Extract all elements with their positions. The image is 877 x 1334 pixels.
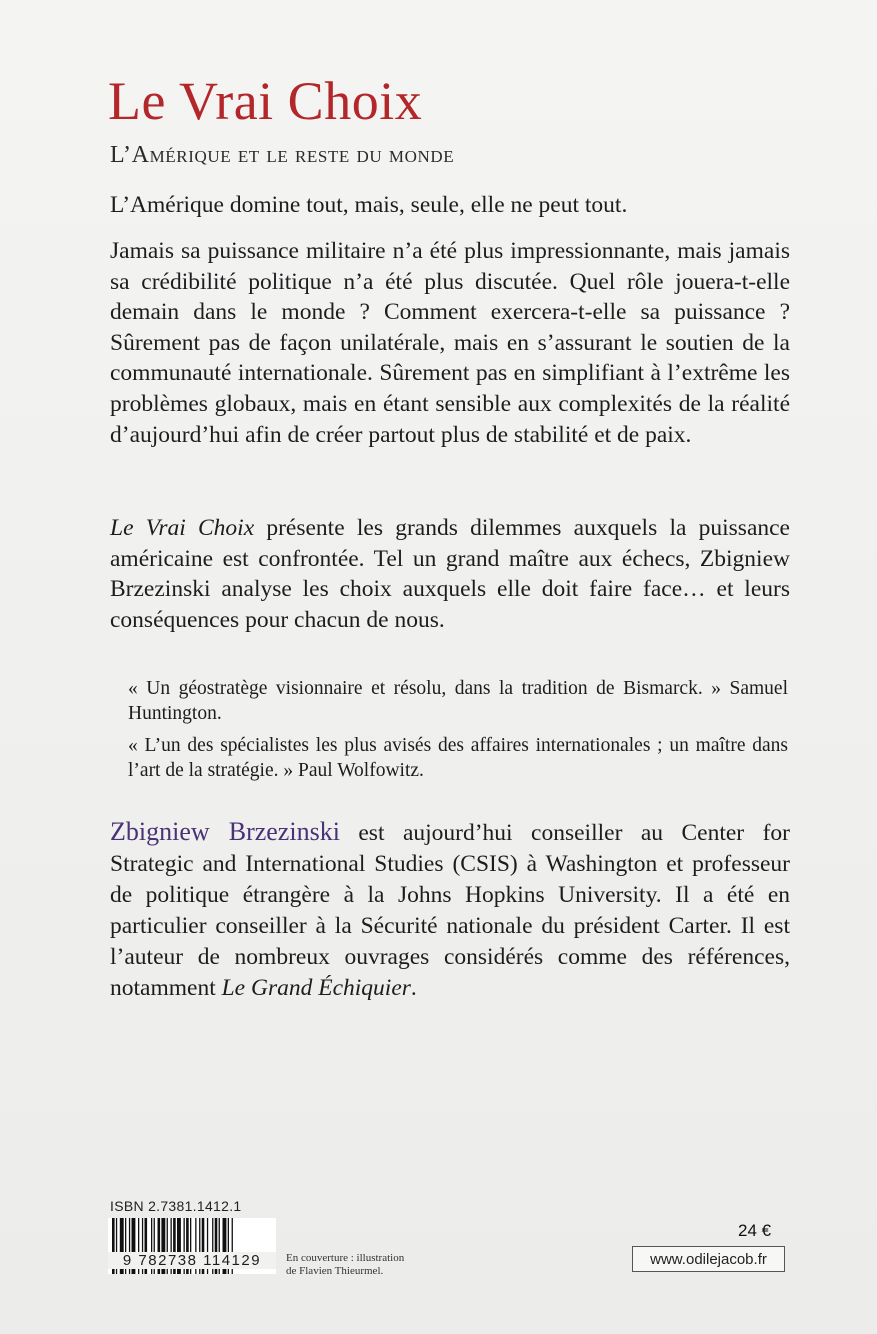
author-bio-end: . <box>410 975 417 1001</box>
blurb-paragraph-2 <box>110 513 790 635</box>
isbn-label: ISBN 2.7381.1412.1 <box>110 1198 242 1214</box>
price: 24 € <box>738 1221 772 1240</box>
cover-credit <box>286 1252 404 1278</box>
quote-huntington: « Un géostratège visionnaire et résolu, dans la tradition de Bismarck. » Samuel Huntington. <box>128 678 788 724</box>
blurb-paragraph-1: Jamais sa puissance militaire n’a été plus impressionnante, mais jamais sa crédibilité politique n’a été plus discutée. Quel rôle jouera-t-elle demain dans le monde ? Comment exercera-t-elle sa puissance ? Sûrement pas de façon unilatérale, mais en s’assurant le soutien de la communauté internationale. Sûrement pas en simplifiant à l’extrême les problèmes globaux, mais en étant sensible aux complexités de la réalité d’aujourd’hui afin de créer partout plus de stabilité et de paix. <box>110 238 790 448</box>
publisher-url: www.odilejacob.fr <box>632 1246 785 1272</box>
quote-wolfowitz: « L’un des spécialistes les plus avisés des affaires internationales ; un maître dans l’art de la stratégie. » Paul Wolfowitz. <box>128 735 788 781</box>
barcode-number: 9 782738 114129 <box>108 1252 276 1269</box>
author-name: Zbigniew Brzezinski <box>110 817 340 846</box>
cover-credit-line-1: En couverture : illustration <box>286 1252 405 1264</box>
author-bio <box>110 816 790 1004</box>
blurb-title-ref: Le Vrai Choix <box>110 515 255 541</box>
author-bio-text: est aujourd’hui conseiller au Center for Strategic and International Studies (CSIS) à Washington et professeur de politique étrangère à la Johns Hopkins University. Il a été en particulier conseiller à la Sécurité nationale du président Carter. Il est l’auteur de nombreux ouvrages considérés comme des références, notamment <box>110 820 790 1001</box>
cover-credit-line-2: de Flavien Thieurmel. <box>286 1265 384 1277</box>
book-subtitle: L’Amérique et le reste du monde <box>110 142 455 168</box>
blurb-lead: L’Amérique domine tout, mais, seule, elle ne peut tout. <box>110 192 628 218</box>
author-book-ref: Le Grand Échiquier <box>221 975 411 1001</box>
blurb-paragraph-2-text: présente les grands dilemmes auxquels la puissance américaine est confrontée. Tel un grand maître aux échecs, Zbigniew Brzezinski analyse les choix auxquels elle doit faire face… et leurs conséquences pour chacun de nous. <box>110 515 790 633</box>
book-title: Le Vrai Choix <box>108 71 423 131</box>
